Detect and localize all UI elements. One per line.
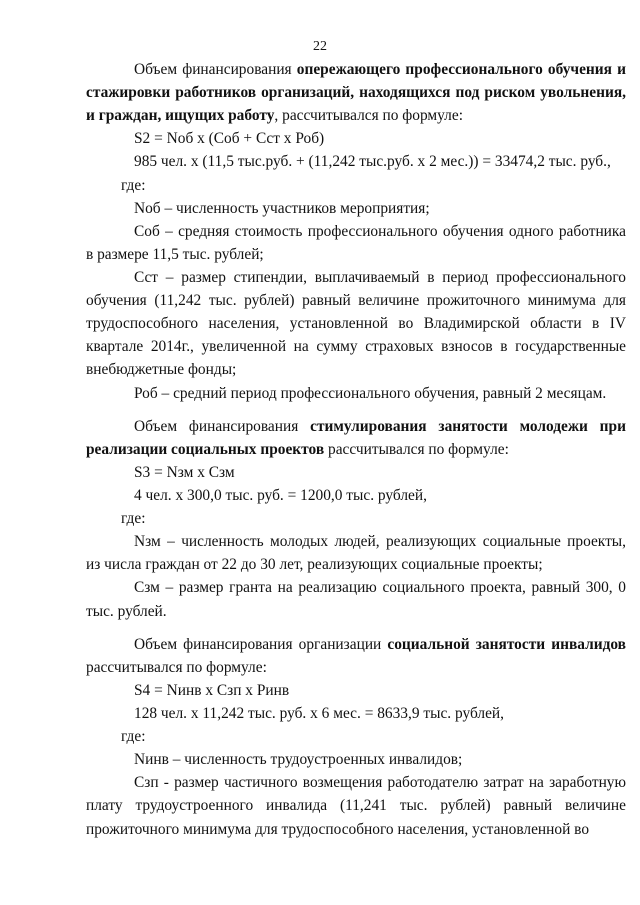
section-1-def-2: Соб – средняя стоимость профессионального обучения одного работника в размере 11,5 тыс. рублей; (86, 222, 626, 263)
section-2-calc: 4 чел. x 300,0 тыс. руб. = 1200,0 тыс. рублей, (134, 486, 427, 504)
section-3-intro: Объем финансирования организации (134, 635, 388, 653)
section-2-heading (86, 415, 626, 461)
section-1-intro: Объем финансирования (134, 61, 297, 78)
section-1-calc: 985 чел. x (11,5 тыс.руб. + (11,242 тыс.руб. x 2 мес.)) = 33474,2 тыс. руб., (134, 153, 611, 171)
section-2-tail: рассчитывался по формуле: (324, 440, 509, 458)
section-1-where: где: (121, 176, 146, 194)
section-3-heading (86, 633, 626, 679)
section-1-heading (86, 58, 626, 127)
section-2-def-2: Сзм – размер гранта на реализацию социального проекта, равный 300, 0 тыс. рублей. (86, 579, 626, 620)
section-1-def-4: Роб – средний период профессионального обучения, равный 2 месяцам. (134, 384, 607, 402)
page-number: 22 (313, 39, 327, 54)
section-2-intro: Объем финансирования (134, 417, 311, 435)
section-3-calc: 128 чел. x 11,242 тыс. руб. x 6 мес. = 8633,9 тыс. рублей, (134, 704, 505, 722)
section-3-formula: S4 = Nинв x Сзп x Ринв (134, 681, 290, 699)
section-2-where: где: (121, 510, 146, 528)
section-2-formula: S3 = Nзм x Сзм (134, 463, 235, 481)
section-3-def-1: Nинв – численность трудоустроенных инвалидов; (134, 751, 463, 769)
section-2-def-1: Nзм – численность молодых людей, реализующих социальные проекты, из числа граждан от 22 до 30 лет, реализующих социальные проекты; (86, 533, 626, 574)
section-1-def-3: Сст – размер стипендии, выплачиваемый в период профессионального обучения (11,242 тыс. рублей) равный величине прожиточного минимума для трудоспособного населения, установленной во Владимирской области в IV квартале 2014г., увеличенной на сумму страховых взносов в государственные внебюджетные фонды; (86, 268, 626, 379)
section-3-def-2: Сзп - размер частичного возмещения работодателю затрат на заработную плату трудоустроенного инвалида (11,241 тыс. рублей) равный величине прожиточного минимума для трудоспособного населения, установленной во (86, 774, 626, 838)
section-3-tail: рассчитывался по формуле: (86, 658, 267, 676)
section-2-bold: стимулирования занятости молодежи при реализации социальных проектов (86, 417, 626, 458)
section-3-where: где: (121, 728, 146, 746)
section-1-tail: , рассчитывался по формуле: (274, 107, 463, 125)
section-3-bold: социальной занятости инвалидов (387, 635, 626, 653)
section-1-bold: опережающего профессионального обучения и стажировки работников организаций, находящихся под риском увольнения, и граждан, ищущих работу (86, 61, 626, 125)
section-1-def-1: Nоб – численность участников мероприятия; (134, 199, 430, 217)
section-1-formula: S2 = Nоб x (Соб + Сст x Роб) (134, 130, 325, 148)
